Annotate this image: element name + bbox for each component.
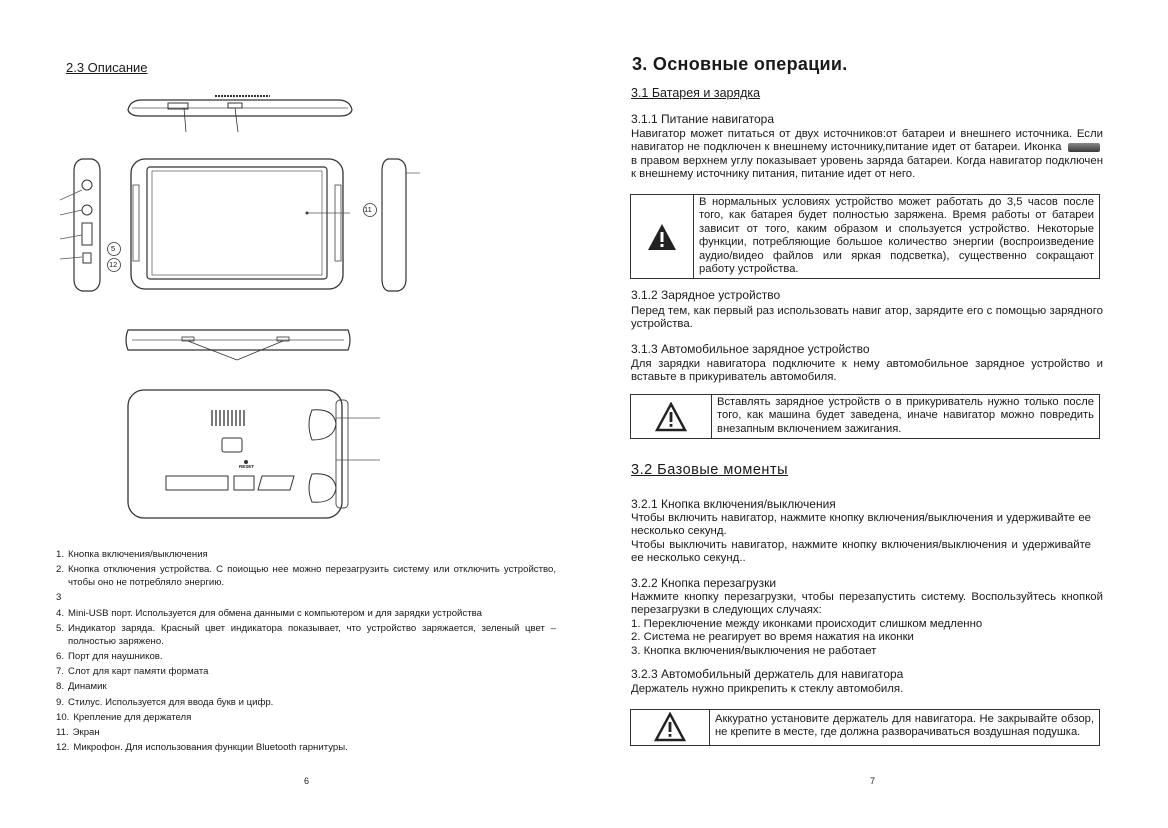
- item-number: 5.: [56, 622, 65, 634]
- list-item: [56, 607, 556, 620]
- section-3-1-title: 3.1 Батарея и зарядка: [631, 86, 761, 100]
- page-number-left: 6: [304, 776, 310, 786]
- list-item: [56, 622, 556, 648]
- list-item: [56, 711, 556, 724]
- section-3-2-1-title: 3.2.1 Кнопка включения/выключения: [631, 497, 836, 511]
- warning-icon: [631, 195, 694, 278]
- device-top-view-illustration: [120, 86, 360, 136]
- item-number: 1.: [56, 549, 65, 560]
- item-number: 11.: [56, 726, 69, 738]
- device-back-view-illustration: [122, 384, 382, 524]
- list-item: [56, 726, 556, 739]
- warning-icon: [631, 395, 712, 438]
- section-3-2-title: 3.2 Базовые моменты: [631, 462, 789, 478]
- note-box-battery: [630, 194, 1100, 279]
- list-item: [56, 650, 556, 663]
- callout-12-label: 12: [109, 260, 118, 269]
- note-text: Аккуратно установите держатель для навигатора. Не закрывайте обзор, не крепите в месте, где должна разворачиваться воздушная подушка.: [715, 713, 1094, 739]
- list-item: [56, 563, 556, 589]
- item-number: 3: [56, 592, 62, 604]
- list-item: [56, 548, 556, 561]
- battery-icon: [1068, 143, 1100, 152]
- list-item: [56, 591, 556, 604]
- section-3-1-3-title: 3.1.3 Автомобильное зарядное устройство: [631, 342, 870, 356]
- item-text: Порт для наушников.: [68, 650, 163, 662]
- item-text: Индикатор заряда. Красный цвет индикатора показывает, что устройство заряжается, зеленый цвет – полностью заряжено.: [68, 622, 556, 647]
- section-3-1-1-text-a: Навигатор может питаться от двух источников:от батареи и внешнего источника. Если навигатор не подключен к внешнему источнику,питание идет от батареи. Иконка: [631, 128, 1103, 154]
- item-number: 12.: [56, 742, 70, 754]
- device-front-view-illustration: [125, 155, 350, 293]
- description-list: [56, 548, 556, 756]
- reset-label: RESET: [239, 464, 255, 469]
- note-box-car-charger: [630, 394, 1100, 439]
- right-page: [584, 0, 1168, 828]
- item-text: Кнопка отключения устройства. С поиощью нее можно перезагрузить систему или отключить устройство, чтобы оно не потребляло энергию.: [68, 564, 556, 589]
- section-title: 2.3 Описание: [66, 60, 148, 75]
- list-item: 1. Переключение между иконками происходит слишком медленно: [631, 618, 983, 630]
- warning-icon: [631, 710, 710, 745]
- list-item: [56, 665, 556, 678]
- item-number: 9.: [56, 696, 65, 708]
- item-text: Mini-USB порт. Используется для обмена данными с компьютером и для зарядки устройства: [68, 607, 482, 619]
- item-text: Крепление для держателя: [73, 711, 192, 723]
- section-3-2-3-title: 3.2.3 Автомобильный держатель для навигатора: [631, 667, 904, 681]
- section-3-1-2-text: Перед тем, как первый раз использовать навиг атор, зарядите его с помощью зарядного устройства.: [631, 305, 1103, 331]
- item-number: 8.: [56, 681, 65, 693]
- section-3-2-1-text: [631, 512, 1091, 565]
- item-number: 6.: [56, 650, 65, 662]
- section-3-2-3-text: Держатель нужно прикрепить к стеклу автомобиля.: [631, 683, 904, 695]
- callout-11-label: 11: [364, 205, 372, 214]
- section-3-2-2-list: [631, 618, 1103, 658]
- item-text: Микрофон. Для использования функции Bluetooth гарнитуры.: [73, 742, 348, 754]
- list-item: 3. Кнопка включения/выключения не работает: [631, 644, 877, 657]
- item-text: [65, 591, 556, 604]
- device-side-view-left: [60, 155, 104, 295]
- list-item: [56, 741, 556, 754]
- page-number-right: 7: [870, 776, 876, 786]
- section-3-2-1-text-on: Чтобы включить навигатор, нажмите кнопку включения/выключения и удерживайте ее несколько секунд.: [631, 512, 1091, 538]
- note-box-holder: [630, 709, 1100, 746]
- callout-5-label: 5: [111, 244, 116, 253]
- section-3-1-2-title: 3.1.2 Зарядное устройство: [631, 288, 781, 302]
- section-3-1-1-title: 3.1.1 Питание навигатора: [631, 112, 775, 126]
- main-heading: 3. Основные операции.: [632, 54, 848, 74]
- section-3-1-1-text-b: в правом верхнем углу показывает уровень заряда батареи. Когда навигатор подключен к внешнему источнику питания, питание идет от него.: [631, 154, 1103, 180]
- note-text: В нормальных условиях устройство может работать до 3,5 часов после того, как батарея будет полностью заряжена. Время работы от батареи зависит от того, каким образом и спользуется устройство. Некоторые функции, потребляющие большое количество энергии (воспроизведение аудио/видео файлов или яркая подсветка), существенно сокращают работу устройства.: [699, 196, 1094, 276]
- item-text: Стилус. Используется для ввода букв и цифр.: [68, 696, 274, 708]
- section-3-2-1-text-off: Чтобы выключить навигатор, нажмите кнопку включения/выключения и удерживайте ее несколько секунд..: [631, 538, 1091, 564]
- item-text: Динамик: [68, 681, 107, 693]
- item-number: 7.: [56, 666, 65, 678]
- item-text: Кнопка включения/выключения: [68, 549, 208, 560]
- item-number: 10.: [56, 711, 70, 723]
- list-item: [56, 680, 556, 693]
- item-number: 2.: [56, 564, 65, 576]
- section-3-1-3-text: Для зарядки навигатора подключите к нему автомобильное зарядное устройство и вставьте в прикуриватель автомобиля.: [631, 358, 1103, 384]
- device-side-view-right: [378, 155, 422, 295]
- section-3-2-2-text: Нажмите кнопку перезагрузки, чтобы перезапустить систему. Воспользуйтесь кнопкой перезагрузки в следующих случаях:: [631, 591, 1103, 617]
- section-3-1-1-text: [631, 128, 1103, 181]
- device-bottom-view-illustration: [122, 320, 354, 370]
- item-text: Слот для карт памяти формата: [68, 666, 209, 678]
- section-3-2-2-title: 3.2.2 Кнопка перезагрузки: [631, 576, 777, 590]
- list-item: [56, 696, 556, 709]
- item-text: Экран: [72, 726, 100, 738]
- list-item: 2. Система не реагирует во время нажатия на иконки: [631, 631, 914, 644]
- note-text: Вставлять зарядное устройств о в прикуриватель нужно только после того, как машина будет заведена, иначе навигатор можно повредить внезапным включением зажигания.: [717, 396, 1094, 435]
- item-number: 4.: [56, 607, 65, 619]
